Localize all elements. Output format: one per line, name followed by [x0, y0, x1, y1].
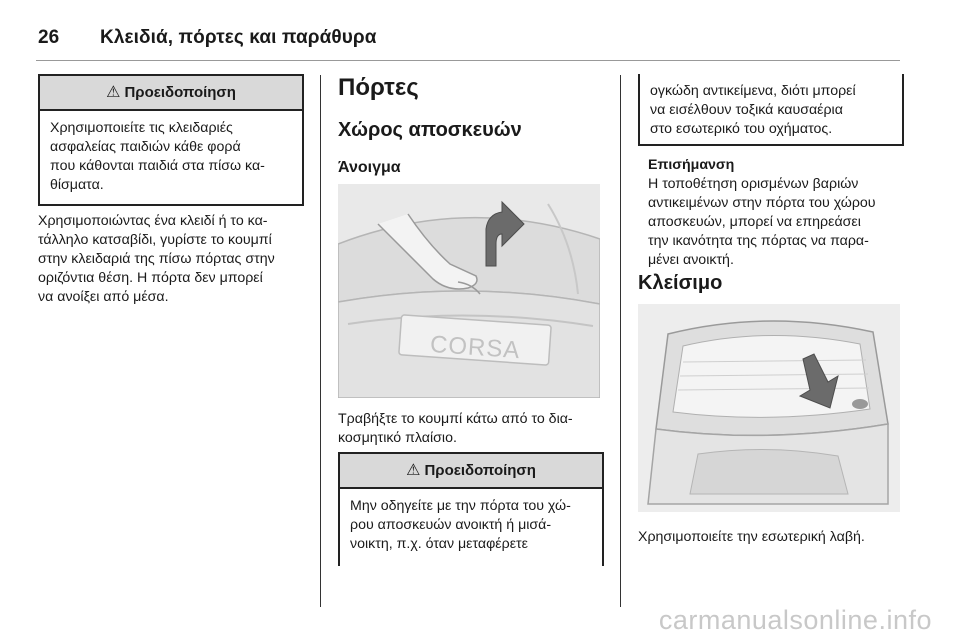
warning-body: [340, 489, 602, 562]
subsection-heading-luggage: Χώρος αποσκευών: [338, 119, 522, 141]
warning-box-driving-open: [338, 452, 604, 566]
page-title: Κλειδιά, πόρτες και παράθυρα: [100, 27, 377, 48]
opening-drawing: [338, 184, 600, 398]
text-line: στο εσωτερικό του οχήματος.: [650, 121, 833, 137]
text-line: μένει ανοικτή.: [648, 252, 734, 268]
figure-closing-illustration: [638, 304, 900, 512]
warning-triangle-icon: ⚠: [106, 83, 121, 101]
text-line: ογκώδη αντικείμενα, διότι μπορεί: [650, 83, 856, 99]
column-divider: [320, 75, 321, 607]
text-line: νοικτη, π.χ. όταν μεταφέρετε: [350, 536, 528, 552]
warning-box-child-locks: [38, 74, 304, 206]
text-line: τάλληλο κατσαβίδι, γυρίστε το κουμπί: [38, 232, 272, 248]
column-divider: [620, 75, 621, 607]
page-header: [38, 18, 377, 58]
opening-caption: [338, 410, 608, 448]
license-plate-text: CORSA: [429, 330, 522, 365]
closing-caption: Χρησιμοποιείτε την εσωτερική λαβή.: [638, 529, 865, 545]
text-line: που κάθονται παιδιά στα πίσω κα-: [50, 158, 265, 174]
warning-body: [640, 74, 902, 147]
text-line: στην κλειδαριά της πίσω πόρτας στην: [38, 251, 275, 267]
text-line: οριζόντια θέση. Η πόρτα δεν μπορεί: [38, 270, 263, 286]
watermark: carmanualsonline.info: [658, 605, 932, 635]
text-line: κοσμητικό πλαίσιο.: [338, 430, 457, 446]
header-rule: [36, 60, 900, 61]
warning-header: [340, 454, 602, 489]
text-line: αποσκευών, μπορεί να επηρεάσει: [648, 214, 861, 230]
text-line: θίσματα.: [50, 177, 104, 193]
subheading-opening: Άνοιγμα: [338, 159, 401, 176]
warning-heading: Προειδοποίηση: [124, 84, 236, 101]
text-line: την ικανότητα της πόρτας να παρα-: [648, 233, 869, 249]
text-line: Χρησιμοποιώντας ένα κλειδί ή το κα-: [38, 213, 268, 229]
text-line: Χρησιμοποιείτε τις κλειδαριές: [50, 120, 233, 136]
text-line: ασφαλείας παιδιών κάθε φορά: [50, 139, 241, 155]
text-line: Τραβήξτε το κουμπί κάτω από το δια-: [338, 411, 573, 427]
note-title: Επισήμανση: [648, 157, 735, 173]
warning-body: [40, 111, 302, 203]
text-line: Μην οδηγείτε με την πόρτα του χώ-: [350, 498, 571, 514]
section-heading-doors: Πόρτες: [338, 74, 419, 101]
text-line: να ανοίξει από μέσα.: [38, 289, 169, 305]
closing-drawing: [638, 304, 900, 512]
warning-heading: Προειδοποίηση: [424, 462, 536, 479]
warning-box-continued: [638, 74, 904, 146]
warning-triangle-icon: ⚠: [406, 461, 421, 479]
page-number: 26: [38, 27, 60, 48]
subheading-closing: Κλείσιμο: [638, 272, 723, 294]
figure-opening-illustration: [338, 184, 600, 398]
text-line: να εισέλθουν τοξικά καυσαέρια: [650, 102, 843, 118]
text-line: ρου αποσκευών ανοικτή ή μισά-: [350, 517, 552, 533]
text-line: Η τοποθέτηση ορισμένων βαριών: [648, 176, 859, 192]
child-lock-paragraph: [38, 212, 308, 307]
note-block: [648, 156, 910, 270]
text-line: αντικειμένων στην πόρτα του χώρου: [648, 195, 876, 211]
warning-header: [40, 76, 302, 111]
